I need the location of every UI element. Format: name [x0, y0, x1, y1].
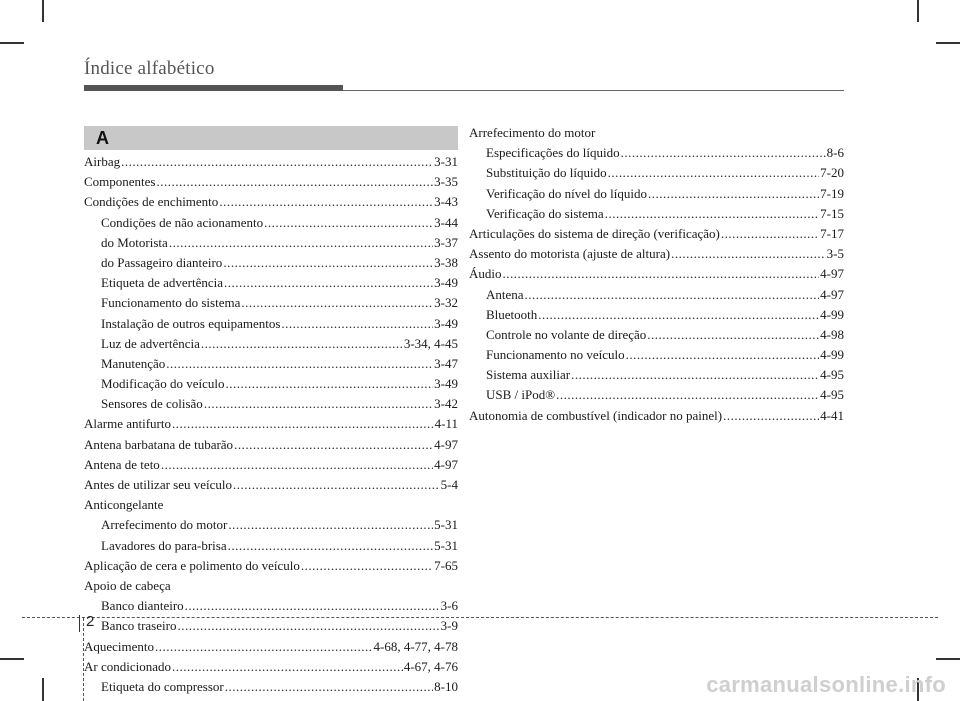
index-entry-page: 7-19	[820, 185, 844, 201]
index-entry	[469, 123, 844, 143]
dot-leader	[608, 163, 820, 183]
index-entry	[469, 365, 844, 385]
index-entry	[84, 374, 458, 394]
index-entry	[469, 345, 844, 365]
dot-leader	[233, 475, 440, 495]
index-entry-page: 4-98	[820, 326, 844, 342]
index-entry	[84, 314, 458, 334]
index-entry-label: Banco traseiro	[101, 618, 177, 634]
dot-leader	[228, 536, 434, 556]
index-entry	[84, 435, 458, 455]
dot-leader	[647, 325, 819, 345]
index-entry-label: Antena de teto	[84, 456, 160, 472]
dot-leader	[201, 334, 403, 354]
watermark: carmanualsonline.info	[706, 672, 946, 697]
index-entry-page: 3-6	[440, 598, 458, 614]
index-entry-label: Lavadores do para-brisa	[101, 537, 227, 553]
crop-mark-bottom-left-h	[0, 658, 24, 660]
index-entry	[84, 273, 458, 293]
crop-mark-top-right-v	[917, 0, 919, 22]
index-entry-label: Banco dianteiro	[101, 598, 184, 614]
crop-mark-top-left-h	[0, 42, 24, 44]
index-entry-page: 3-37	[434, 234, 458, 250]
index-entry-label: Anticongelante	[84, 497, 164, 513]
index-entry	[469, 305, 844, 325]
index-entry-page: 5-4	[440, 477, 458, 492]
index-entry	[84, 293, 458, 313]
dot-leader	[264, 213, 433, 233]
index-entry-label: Antena	[486, 286, 524, 302]
index-entry-label: Apoio de cabeça	[84, 577, 171, 593]
index-entry-label: Assento do motorista (ajuste de altura)	[469, 246, 671, 262]
section-header	[84, 126, 458, 150]
index-entry-page: 4-99	[820, 306, 844, 322]
dot-leader	[621, 143, 826, 163]
index-entry-label: Arrefecimento do motor	[469, 125, 596, 140]
footer-dashed-vertical	[83, 618, 84, 701]
index-entry-label: Funcionamento do sistema	[101, 295, 241, 311]
index-entry	[84, 354, 458, 374]
index-entry-label: Alarme antifurto	[84, 416, 171, 432]
index-entry-page: 3-44	[434, 214, 458, 230]
index-entry-page: 5-31	[434, 537, 458, 553]
index-entry	[469, 163, 844, 183]
crop-mark-bottom-right-h	[936, 658, 960, 660]
index-entry-label: Áudio	[469, 266, 502, 282]
crop-mark-top-left-v	[42, 0, 44, 22]
dot-leader	[538, 305, 819, 325]
index-entry-label: Manutenção	[101, 355, 166, 371]
index-entry	[84, 192, 458, 212]
index-entry-label: Modificação do veículo	[101, 376, 225, 392]
index-entry-page: 3-49	[434, 315, 458, 331]
index-entry-page: 7-15	[820, 205, 844, 221]
dot-leader	[525, 285, 820, 305]
index-entry-page: 3-32	[434, 295, 458, 311]
dot-leader	[556, 385, 819, 405]
footer-dashed-rule	[22, 617, 938, 618]
index-entry	[84, 394, 458, 414]
dot-leader	[172, 414, 434, 434]
index-entry-page: 4-97	[820, 266, 844, 282]
page-number: 2	[86, 613, 95, 630]
index-entry-page: 7-20	[820, 165, 844, 181]
dot-leader	[204, 394, 433, 414]
index-entry-label: Componentes	[84, 174, 156, 190]
dot-leader	[172, 657, 403, 677]
dot-leader	[281, 314, 433, 334]
index-entry-page: 4-95	[820, 387, 844, 403]
dot-leader	[225, 374, 433, 394]
index-entry-label: Antena barbatana de tubarão	[84, 436, 234, 452]
index-entry-label: Controle no volante de direção	[486, 326, 647, 342]
index-entry-page: 4-99	[820, 347, 844, 363]
index-entry	[84, 677, 458, 697]
dot-leader	[721, 224, 819, 244]
dot-leader	[503, 264, 820, 284]
index-entry	[469, 204, 844, 224]
index-entry-page: 4-67, 4-76	[403, 658, 458, 674]
dot-leader	[121, 152, 433, 172]
index-entry	[469, 244, 844, 264]
index-entry	[84, 596, 458, 616]
index-entry-page: 3-49	[434, 376, 458, 392]
index-entry-page: 4-97	[434, 436, 458, 452]
section-letter: A	[96, 128, 109, 148]
index-entry-label: Aplicação de cera e polimento do veículo	[84, 557, 300, 573]
index-entry	[469, 325, 844, 345]
index-entry	[84, 495, 458, 515]
index-entry-label: Antes de utilizar seu veículo	[84, 477, 233, 492]
index-entry-page: 3-35	[434, 174, 458, 190]
dot-leader	[571, 365, 819, 385]
index-entry-page: 3-34, 4-45	[403, 335, 458, 351]
dot-leader	[223, 253, 433, 273]
index-entry-page: 4-97	[434, 456, 458, 472]
index-entry-page: 3-9	[440, 618, 458, 634]
index-entry-label: Arrefecimento do motor	[101, 517, 228, 533]
index-entry-label: Especificações do líquido	[486, 145, 620, 161]
dot-leader	[605, 204, 819, 224]
index-entry-page: 7-65	[434, 557, 458, 573]
index-entry-page: 4-41	[820, 407, 844, 423]
index-entry	[84, 455, 458, 475]
crop-mark-bottom-left-v	[42, 678, 44, 701]
index-entry-label: Condições de enchimento	[84, 194, 219, 210]
index-entry-label: Substituição do líquido	[486, 165, 607, 181]
index-entry	[84, 334, 458, 354]
dot-leader	[155, 637, 372, 657]
index-entry	[84, 253, 458, 273]
index-entry	[84, 556, 458, 576]
index-entry	[469, 224, 844, 244]
dot-leader	[241, 293, 433, 313]
index-entry	[84, 616, 458, 636]
dot-leader	[648, 184, 819, 204]
index-entry-label: Verificação do sistema	[486, 205, 604, 221]
dot-leader	[228, 515, 433, 535]
index-entry-label: Funcionamento no veículo	[486, 347, 625, 363]
index-column-left	[84, 152, 458, 697]
dot-leader	[185, 596, 440, 616]
index-entry-page: 8-6	[826, 145, 844, 161]
index-entry-page: 4-97	[820, 286, 844, 302]
dot-leader	[177, 616, 439, 636]
dot-leader	[157, 172, 434, 192]
index-entry	[84, 536, 458, 556]
index-entry	[84, 637, 458, 657]
index-entry	[84, 515, 458, 535]
index-entry	[84, 213, 458, 233]
dot-leader	[234, 435, 433, 455]
index-entry	[469, 406, 844, 426]
dot-leader	[626, 345, 820, 365]
index-entry-page: 3-49	[434, 275, 458, 291]
index-entry-page: 3-47	[434, 355, 458, 371]
index-entry-page: 7-17	[820, 225, 844, 241]
header-accent-bar	[84, 85, 343, 91]
index-entry-page: 4-68, 4-77, 4-78	[373, 638, 458, 654]
index-entry-label: Condições de não acionamento	[101, 214, 264, 230]
dot-leader	[219, 192, 433, 212]
index-entry-label: USB / iPod®	[486, 387, 556, 403]
dot-leader	[166, 354, 433, 374]
index-entry	[84, 172, 458, 192]
index-entry-label: Instalação de outros equipamentos	[101, 315, 281, 331]
index-entry-label: do Passageiro dianteiro	[101, 254, 223, 270]
dot-leader	[169, 233, 433, 253]
page-number-separator	[79, 615, 80, 632]
dot-leader	[161, 455, 433, 475]
index-entry-label: Ar condicionado	[84, 658, 172, 674]
dot-leader	[224, 273, 433, 293]
index-entry-label: Sistema auxiliar	[486, 367, 571, 383]
index-entry-label: Airbag	[84, 154, 121, 169]
index-entry-page: 3-31	[434, 154, 458, 169]
index-entry-page: 3-42	[434, 396, 458, 412]
index-entry-label: Articulações do sistema de direção (verificação)	[469, 225, 720, 241]
index-entry-label: Etiqueta do compressor	[101, 678, 224, 694]
index-entry-page: 8-10	[434, 678, 458, 694]
index-entry	[469, 385, 844, 405]
index-entry	[84, 576, 458, 596]
index-entry	[469, 184, 844, 204]
dot-leader	[225, 677, 433, 697]
index-entry-label: Verificação do nível do líquido	[486, 185, 648, 201]
index-entry-label: Etiqueta de advertência	[101, 275, 223, 291]
index-entry	[469, 285, 844, 305]
index-entry-page: 4-95	[820, 367, 844, 383]
index-entry-label: do Motorista	[101, 234, 168, 250]
index-entry	[469, 264, 844, 284]
index-entry-label: Autonomia de combustível (indicador no painel)	[469, 407, 723, 423]
index-entry-page: 4-11	[434, 416, 458, 432]
index-entry	[84, 475, 458, 495]
index-entry-page: 3-43	[434, 194, 458, 210]
index-entry	[84, 657, 458, 677]
index-entry	[84, 233, 458, 253]
index-entry-page: 3-5	[826, 246, 844, 262]
index-entry	[469, 143, 844, 163]
index-column-right	[469, 123, 844, 426]
index-entry	[84, 152, 458, 172]
crop-mark-top-right-h	[936, 42, 960, 44]
index-entry-label: Sensores de colisão	[101, 396, 203, 412]
index-entry-page: 5-31	[434, 517, 458, 533]
index-entry	[84, 414, 458, 434]
index-entry-page: 3-38	[434, 254, 458, 270]
index-entry-label: Luz de advertência	[101, 335, 200, 351]
dot-leader	[723, 406, 819, 426]
index-entry-label: Aquecimento	[84, 638, 155, 654]
page-title: Índice alfabético	[84, 58, 215, 79]
dot-leader	[301, 556, 433, 576]
dot-leader	[671, 244, 826, 264]
index-entry-label: Bluetooth	[486, 306, 538, 322]
